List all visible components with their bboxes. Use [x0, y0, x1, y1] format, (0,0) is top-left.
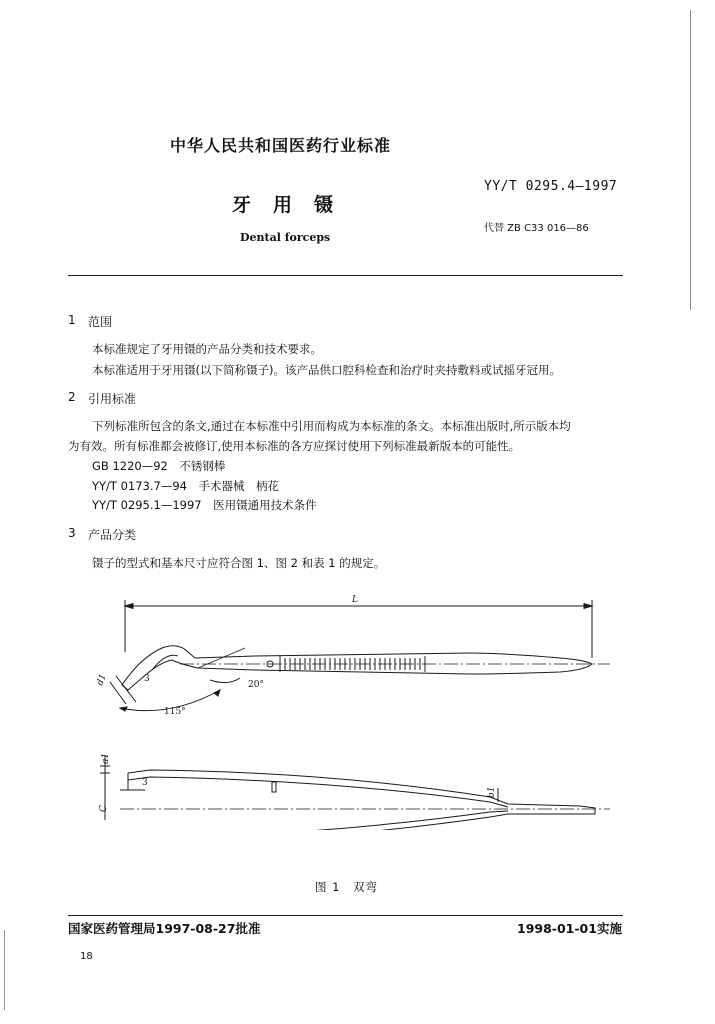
label-dim-3-bottom: 3 [142, 778, 148, 788]
label-a1: a1 [101, 752, 111, 764]
forceps-body-top [122, 646, 592, 690]
label-dim-3-top: 3 [144, 674, 150, 684]
side-rivet-mark [272, 782, 276, 792]
section-2-paragraph: 为有效。所有标准都会被修订,使用本标准的各方应探讨使用下列标准最新版本的可能性。 [68, 439, 521, 453]
reference-item: GB 1220—92 不锈钢棒 [92, 459, 226, 473]
reference-item: YY/T 0295.1—1997 医用镊通用技术条件 [92, 498, 317, 512]
label-angle-115: 115° [164, 707, 186, 717]
header-rule [68, 275, 623, 276]
footer-rule [68, 915, 623, 916]
label-L: L [352, 595, 358, 605]
lower-blade-inner [150, 811, 508, 830]
label-d1: d1 [95, 672, 109, 688]
reference-item: YY/T 0173.7—94 手术器械 柄花 [92, 479, 279, 493]
forceps-body-side [128, 770, 595, 830]
label-C: C [99, 805, 109, 812]
forceps-drawing [80, 590, 620, 830]
approval-note: 国家医药管理局1997-08-27批准 [68, 921, 261, 936]
angle-arc-20 [210, 678, 240, 683]
section-1-number: 1 [68, 313, 76, 327]
arrowhead [214, 690, 220, 696]
arrowhead [584, 604, 592, 609]
section-2-paragraph: 下列标准所包含的条文,通过在本标准中引用而构成为本标准的条文。本标准出版时,所示版本均 [92, 419, 571, 433]
arrowhead [125, 604, 133, 609]
scan-edge-line [4, 930, 5, 1010]
label-b1: b1 [487, 786, 497, 798]
replaces-note: 代替 ZB C33 016—86 [484, 223, 589, 234]
section-2-heading: 引用标准 [88, 392, 137, 406]
label-angle-20: 20° [248, 680, 264, 690]
upper-blade-inner [128, 777, 508, 807]
standard-code: YY/T 0295.4—1997 [484, 179, 618, 194]
section-1-paragraph: 本标准规定了牙用镊的产品分类和技术要求。 [92, 342, 322, 356]
standard-org-title: 中华人民共和国医药行业标准 [170, 136, 392, 155]
section-2-number: 2 [68, 390, 76, 404]
effective-date: 1998-01-01实施 [517, 921, 622, 936]
page-number: 18 [80, 951, 93, 962]
figure-caption: 图 1 双弯 [315, 880, 378, 894]
arrowhead [120, 707, 127, 711]
section-3-paragraph: 镊子的型式和基本尺寸应符合图 1、图 2 和表 1 的规定。 [92, 556, 386, 570]
document-title-en: Dental forceps [240, 231, 331, 244]
section-3-number: 3 [68, 526, 76, 540]
section-3-heading: 产品分类 [88, 528, 137, 542]
scan-edge-line [690, 10, 691, 310]
section-1-heading: 范围 [88, 315, 113, 329]
section-1-paragraph: 本标准适用于牙用镊(以下简称镊子)。该产品供口腔科检查和治疗时夹持敷料或试摇牙冠用。 [92, 363, 561, 377]
document-title-cn: 牙用镊 [232, 194, 356, 216]
